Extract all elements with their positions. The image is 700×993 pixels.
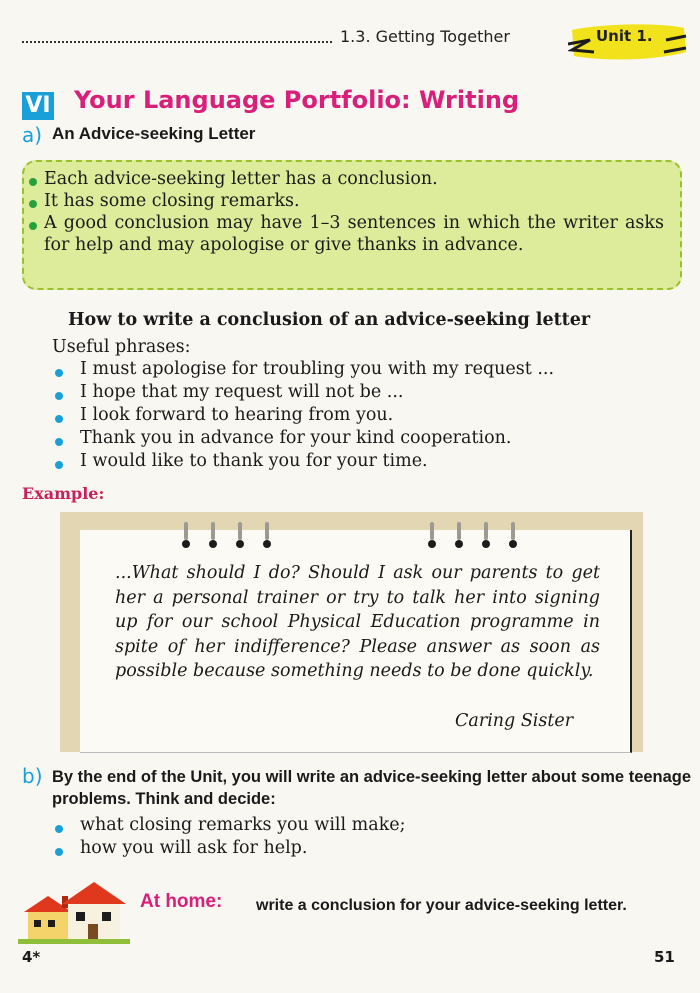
bullet-icon <box>55 415 63 423</box>
phrase-item: Thank you in advance for your kind cooperation. <box>80 428 512 448</box>
page-number: 51 <box>654 948 675 966</box>
part-b-instruction: By the end of the Unit, you will write an advice-seeking letter about some teenage problems. Think and decide: <box>52 768 692 808</box>
example-label: Example: <box>22 484 105 503</box>
bullet-icon <box>55 438 63 446</box>
bullet-icon <box>55 369 63 377</box>
part-b-item: what closing remarks you will make; <box>80 815 406 835</box>
section-title: Your Language Portfolio: Writing <box>74 86 520 114</box>
phrase-item: I look forward to hearing from you. <box>80 405 394 425</box>
bullet-icon <box>55 461 63 469</box>
running-header-title: 1.3. Getting Together <box>340 27 510 46</box>
house-icon <box>18 882 130 944</box>
rule-item: Each advice-seeking letter has a conclusion. <box>44 169 438 189</box>
bullet-icon <box>29 178 37 186</box>
phrase-item: I hope that my request will not be ... <box>80 382 404 402</box>
bullet-icon <box>29 222 37 230</box>
unit-label: Unit 1. <box>596 27 653 45</box>
part-b-letter: b) <box>22 764 43 788</box>
part-a-title: An Advice-seeking Letter <box>52 124 256 143</box>
footer-mark: 4* <box>22 948 41 966</box>
at-home-label: At home: <box>140 891 223 912</box>
at-home-task: write a conclusion for your advice-seeking letter. <box>256 897 627 914</box>
section-number-badge: VI <box>22 92 54 120</box>
part-b-item: how you will ask for help. <box>80 838 308 858</box>
phrase-item: I would like to thank you for your time. <box>80 451 428 471</box>
useful-phrases-label: Useful phrases: <box>52 337 191 357</box>
bullet-icon <box>55 825 63 833</box>
example-signature: Caring Sister <box>455 711 574 731</box>
how-to-title: How to write a conclusion of an advice-seeking letter <box>68 310 591 330</box>
bullet-icon <box>55 848 63 856</box>
example-letter-text: ...What should I do? Should I ask our parents to get her a personal trainer or try to talk her into signing up for our school Physical Education programme in spite of her indifference? Please answer as soon as possible because something needs to be done quickly. <box>115 563 600 681</box>
bullet-icon <box>29 200 37 208</box>
rule-item: It has some closing remarks. <box>44 191 300 211</box>
rule-item: A good conclusion may have 1–3 sentences in which the writer asks for help and may apologise or give thanks in advance. <box>44 213 664 255</box>
bullet-icon <box>55 392 63 400</box>
part-a-letter: a) <box>22 123 43 147</box>
phrase-item: I must apologise for troubling you with my request ... <box>80 359 555 379</box>
header-dotted-rule <box>22 41 332 43</box>
